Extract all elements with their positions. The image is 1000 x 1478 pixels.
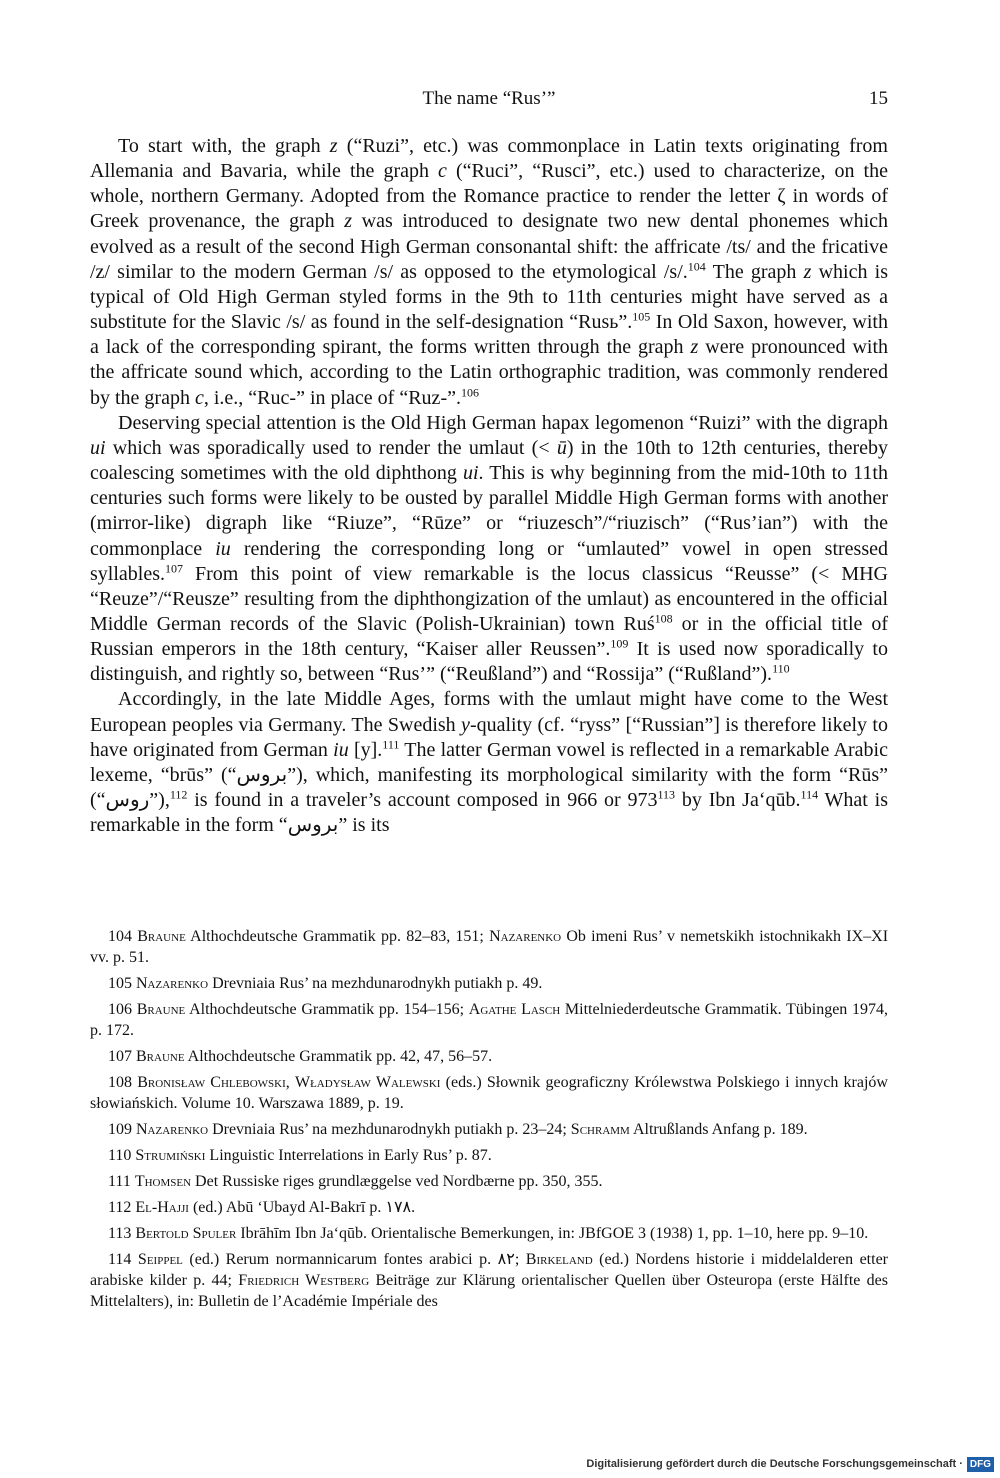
text-run: 108 [108, 1074, 138, 1091]
text-run: Det Russiske riges grundlæggelse ved Nordbærne pp. 350, 355. [191, 1173, 603, 1190]
footnote-ref: 112 [169, 787, 188, 802]
text-run: c [438, 160, 447, 183]
text-run: was introduced to designate two new dental phonemes which evolved as a result of the second High German consonantal shift: the affricate /ts/ and the fricative /z/ similar to the modern German /s/ as opposed to the etymological /s/. [90, 210, 889, 283]
author-name: Agathe Lasch [468, 1001, 561, 1018]
footnote-ref: 111 [382, 737, 400, 752]
text-run: 105 [108, 975, 136, 992]
text-run: , [285, 1074, 295, 1091]
text-run: Beiträge zur Klärung orientalischer Quellen über Osteuropa (erste Hälfte des Mittelalters), in: Bulletin de l’Académie Impériale des [90, 1272, 888, 1310]
text-run: [y]. [348, 738, 383, 761]
footnote [90, 1197, 888, 1218]
author-name: Thomsen [134, 1173, 192, 1190]
text-run: 110 [108, 1147, 136, 1164]
text-run: (ed.) Abū ‘Ubayd Al-Bakrī p. ١٧٨. [188, 1199, 416, 1216]
author-name: Strumiński [135, 1147, 206, 1164]
footnote [90, 1072, 888, 1114]
main-text [90, 134, 888, 838]
author-name: Nazarenko [136, 1121, 209, 1138]
dfg-logo: DFG [967, 1457, 994, 1472]
text-run: or in the official title of Russian emperors in the 18th century, “Kaiser aller Reussen”. [90, 612, 888, 661]
author-name: Bertold Spuler [135, 1225, 237, 1242]
text-run: 107 [108, 1048, 136, 1065]
footnote [90, 973, 888, 994]
author-name: Bronisław Chlebowski [137, 1074, 286, 1091]
text-run: Ob imeni Rus’ v nemetskikh istochnikakh IX–XI vv. p. 51. [90, 928, 889, 966]
running-header [90, 88, 888, 114]
digitization-credit [586, 1455, 994, 1473]
author-name: Friedrich Westberg [238, 1272, 370, 1289]
text-run: c [194, 386, 204, 409]
text-run: 106 [108, 1001, 137, 1018]
footnote [90, 999, 888, 1041]
text-run: Althochdeutsche Grammatik pp. 82–83, 151; [185, 928, 490, 945]
text-run: (“Ruzi”, etc.) was commonplace in Latin texts originating from Allemania and Bavaria, while the graph [90, 135, 888, 183]
text-run: 113 [108, 1225, 136, 1242]
text-run: 114 [108, 1251, 138, 1268]
text-run: From this point of view remarkable is the locus classicus “Reusse” (< MHG “Reuze”/“Reusze” resulting from the diphthongization of the umlaut) as encountered in the official Middle German records of the Slavic (Polish-Ukrainian) town Ruś [90, 562, 888, 635]
running-title: The name “Rus’” [422, 88, 556, 109]
author-name: Braune [137, 928, 186, 945]
footnote-ref: 107 [165, 561, 183, 575]
text-run: What is remarkable in the form “بروس” is its [90, 789, 889, 837]
text-run: 104 [108, 928, 138, 945]
footnote-ref: 105 [632, 309, 651, 324]
author-name: Nazarenko [136, 975, 209, 992]
text-run: is found in a traveler’s account composed in 966 or 973 [187, 789, 658, 812]
text-run: iu [333, 738, 349, 761]
text-run: z [803, 260, 812, 283]
text-run: Ibrāhīm Ibn Ja‘qūb. Orientalische Bemerkungen, in: JBfGOE 3 (1938) 1, pp. 1–10, here pp. 9–10. [236, 1225, 869, 1242]
footnote-ref: 110 [772, 661, 790, 676]
footnote [90, 1249, 888, 1312]
text-run: by Ibn Ja‘qūb. [675, 789, 801, 812]
text-run: The graph [705, 260, 804, 283]
text-run: The latter German vowel is reflected in a remarkable Arabic lexeme, “brūs” (“بروس”), which, manifesting its morphological similarity with the form “Rūs” (“روس”), [90, 738, 889, 812]
text-run: . This is why beginning from the mid-10th to 11th centuries such forms were likely to be ousted by parallel Middle High German forms with another (mirror-like) digraph like “Riuze”, “Rūze” or “riuzesch”/“riuzisch” (“Rus’ian”) with the commonplace [90, 462, 888, 560]
text-run: 112 [108, 1199, 136, 1216]
text-run: (ed.) Nordens historie i middelalderen etter arabiske kilder p. 44; [90, 1251, 889, 1289]
text-run: were pronounced with the affricate sound which, according to the Latin orthographic tradition, was commonly rendered by the graph [90, 336, 889, 409]
text-run: (ed.) Rerum normannicarum fontes arabici p. ٨٢; [182, 1251, 526, 1268]
footnote [90, 1145, 888, 1166]
text-run: z [690, 336, 699, 359]
author-name: Nazarenko [489, 928, 562, 945]
author-name: El-Hajji [135, 1199, 189, 1216]
text-run: Drevniaia Rus’ na mezhdunarodnykh putiakh p. 23–24; [208, 1121, 571, 1138]
footnote [90, 1171, 888, 1192]
text-run: z [344, 210, 353, 233]
author-name: Władysław Walewski [294, 1074, 441, 1091]
footnote [90, 1046, 888, 1067]
text-run: ū [556, 436, 567, 459]
author-name: Schramm [570, 1121, 630, 1138]
text-run: In Old Saxon, however, with a lack of the corresponding spirant, the forms written through the graph [90, 311, 888, 359]
text-run: which was sporadically used to render the umlaut (< [105, 436, 557, 459]
footnote [90, 1119, 888, 1140]
text-run: ui [462, 462, 479, 485]
footnote-ref: 106 [460, 384, 479, 399]
text-run: Deserving special attention is the Old High German hapax legomenon “Ruizi” with the digraph [118, 411, 888, 434]
footnote [90, 926, 888, 968]
paragraph [90, 134, 888, 411]
footnote-ref: 108 [654, 611, 673, 626]
text-run: Althochdeutsche Grammatik pp. 154–156; [185, 1001, 469, 1018]
text-run: y [461, 713, 470, 736]
text-run: Althochdeutsche Grammatik pp. 42, 47, 56–57. [184, 1048, 493, 1065]
footnote-ref: 104 [687, 259, 706, 274]
footnote-ref: 113 [657, 787, 676, 802]
text-run: rendering the corresponding long or “umlauted” vowel in open stressed syllables. [90, 537, 888, 585]
text-run: z [329, 135, 338, 157]
text-run: -quality (cf. “ryss” [“Russian”] is therefore likely to have originated from German [90, 713, 888, 761]
footnote-ref: 109 [610, 636, 629, 651]
text-run: 111 [108, 1173, 135, 1190]
text-run: Accordingly, in the late Middle Ages, forms with the umlaut might have come to the West European peoples via Germany. The Swedish [90, 688, 888, 736]
author-name: Birkeland [525, 1251, 593, 1268]
paragraph [90, 411, 888, 688]
footnotes [90, 926, 888, 1317]
text-run: , i.e., “Ruc-” in place of “Ruz-”. [203, 386, 461, 409]
text-run: To start with, the graph [118, 135, 330, 157]
text-run: ui [90, 436, 106, 459]
footnote [90, 1223, 888, 1244]
credit-text: Digitalisierung gefördert durch die Deutsche Forschungsgemeinschaft · [586, 1458, 963, 1470]
footnote-ref: 114 [800, 787, 819, 802]
text-run: ) in the 10th to 12th centuries, thereby coalescing sometimes with the old diphthong [90, 436, 889, 485]
text-run: (“Ruci”, “Rusci”, etc.) used to characterize, on the whole, northern Germany. Adopted from the Romance practice to render the letter ζ in words of Greek provenance, the graph [90, 160, 888, 233]
text-run: 109 [108, 1121, 136, 1138]
text-run: (eds.) Słownik geograficzny Królewstwa Polskiego i innych krajów słowiańskich. Volume 10. Warszawa 1889, p. 19. [90, 1074, 888, 1112]
text-run: iu [215, 537, 231, 560]
author-name: Braune [136, 1048, 185, 1065]
page-number: 15 [869, 88, 888, 109]
author-name: Seippel [137, 1251, 183, 1268]
text-run: Altrußlands Anfang p. 189. [629, 1121, 808, 1138]
author-name: Braune [136, 1001, 186, 1018]
paragraph [90, 687, 888, 838]
text-run: It is used now sporadically to distinguish, and rightly so, between “Rus’” (“Reußland”) and “Rossija” (“Rußland”). [90, 638, 888, 686]
text-run: Mittelniederdeutsche Grammatik. Tübingen 1974, p. 172. [90, 1001, 889, 1039]
text-run: which is typical of Old High German styled forms in the 9th to 11th centuries might have served as a substitute for the Slavic /s/ as found in the self-designation “Rusь”. [90, 260, 888, 334]
text-run: Linguistic Interrelations in Early Rus’ p. 87. [205, 1147, 492, 1164]
text-run: Drevniaia Rus’ na mezhdunarodnykh putiakh p. 49. [208, 975, 543, 992]
